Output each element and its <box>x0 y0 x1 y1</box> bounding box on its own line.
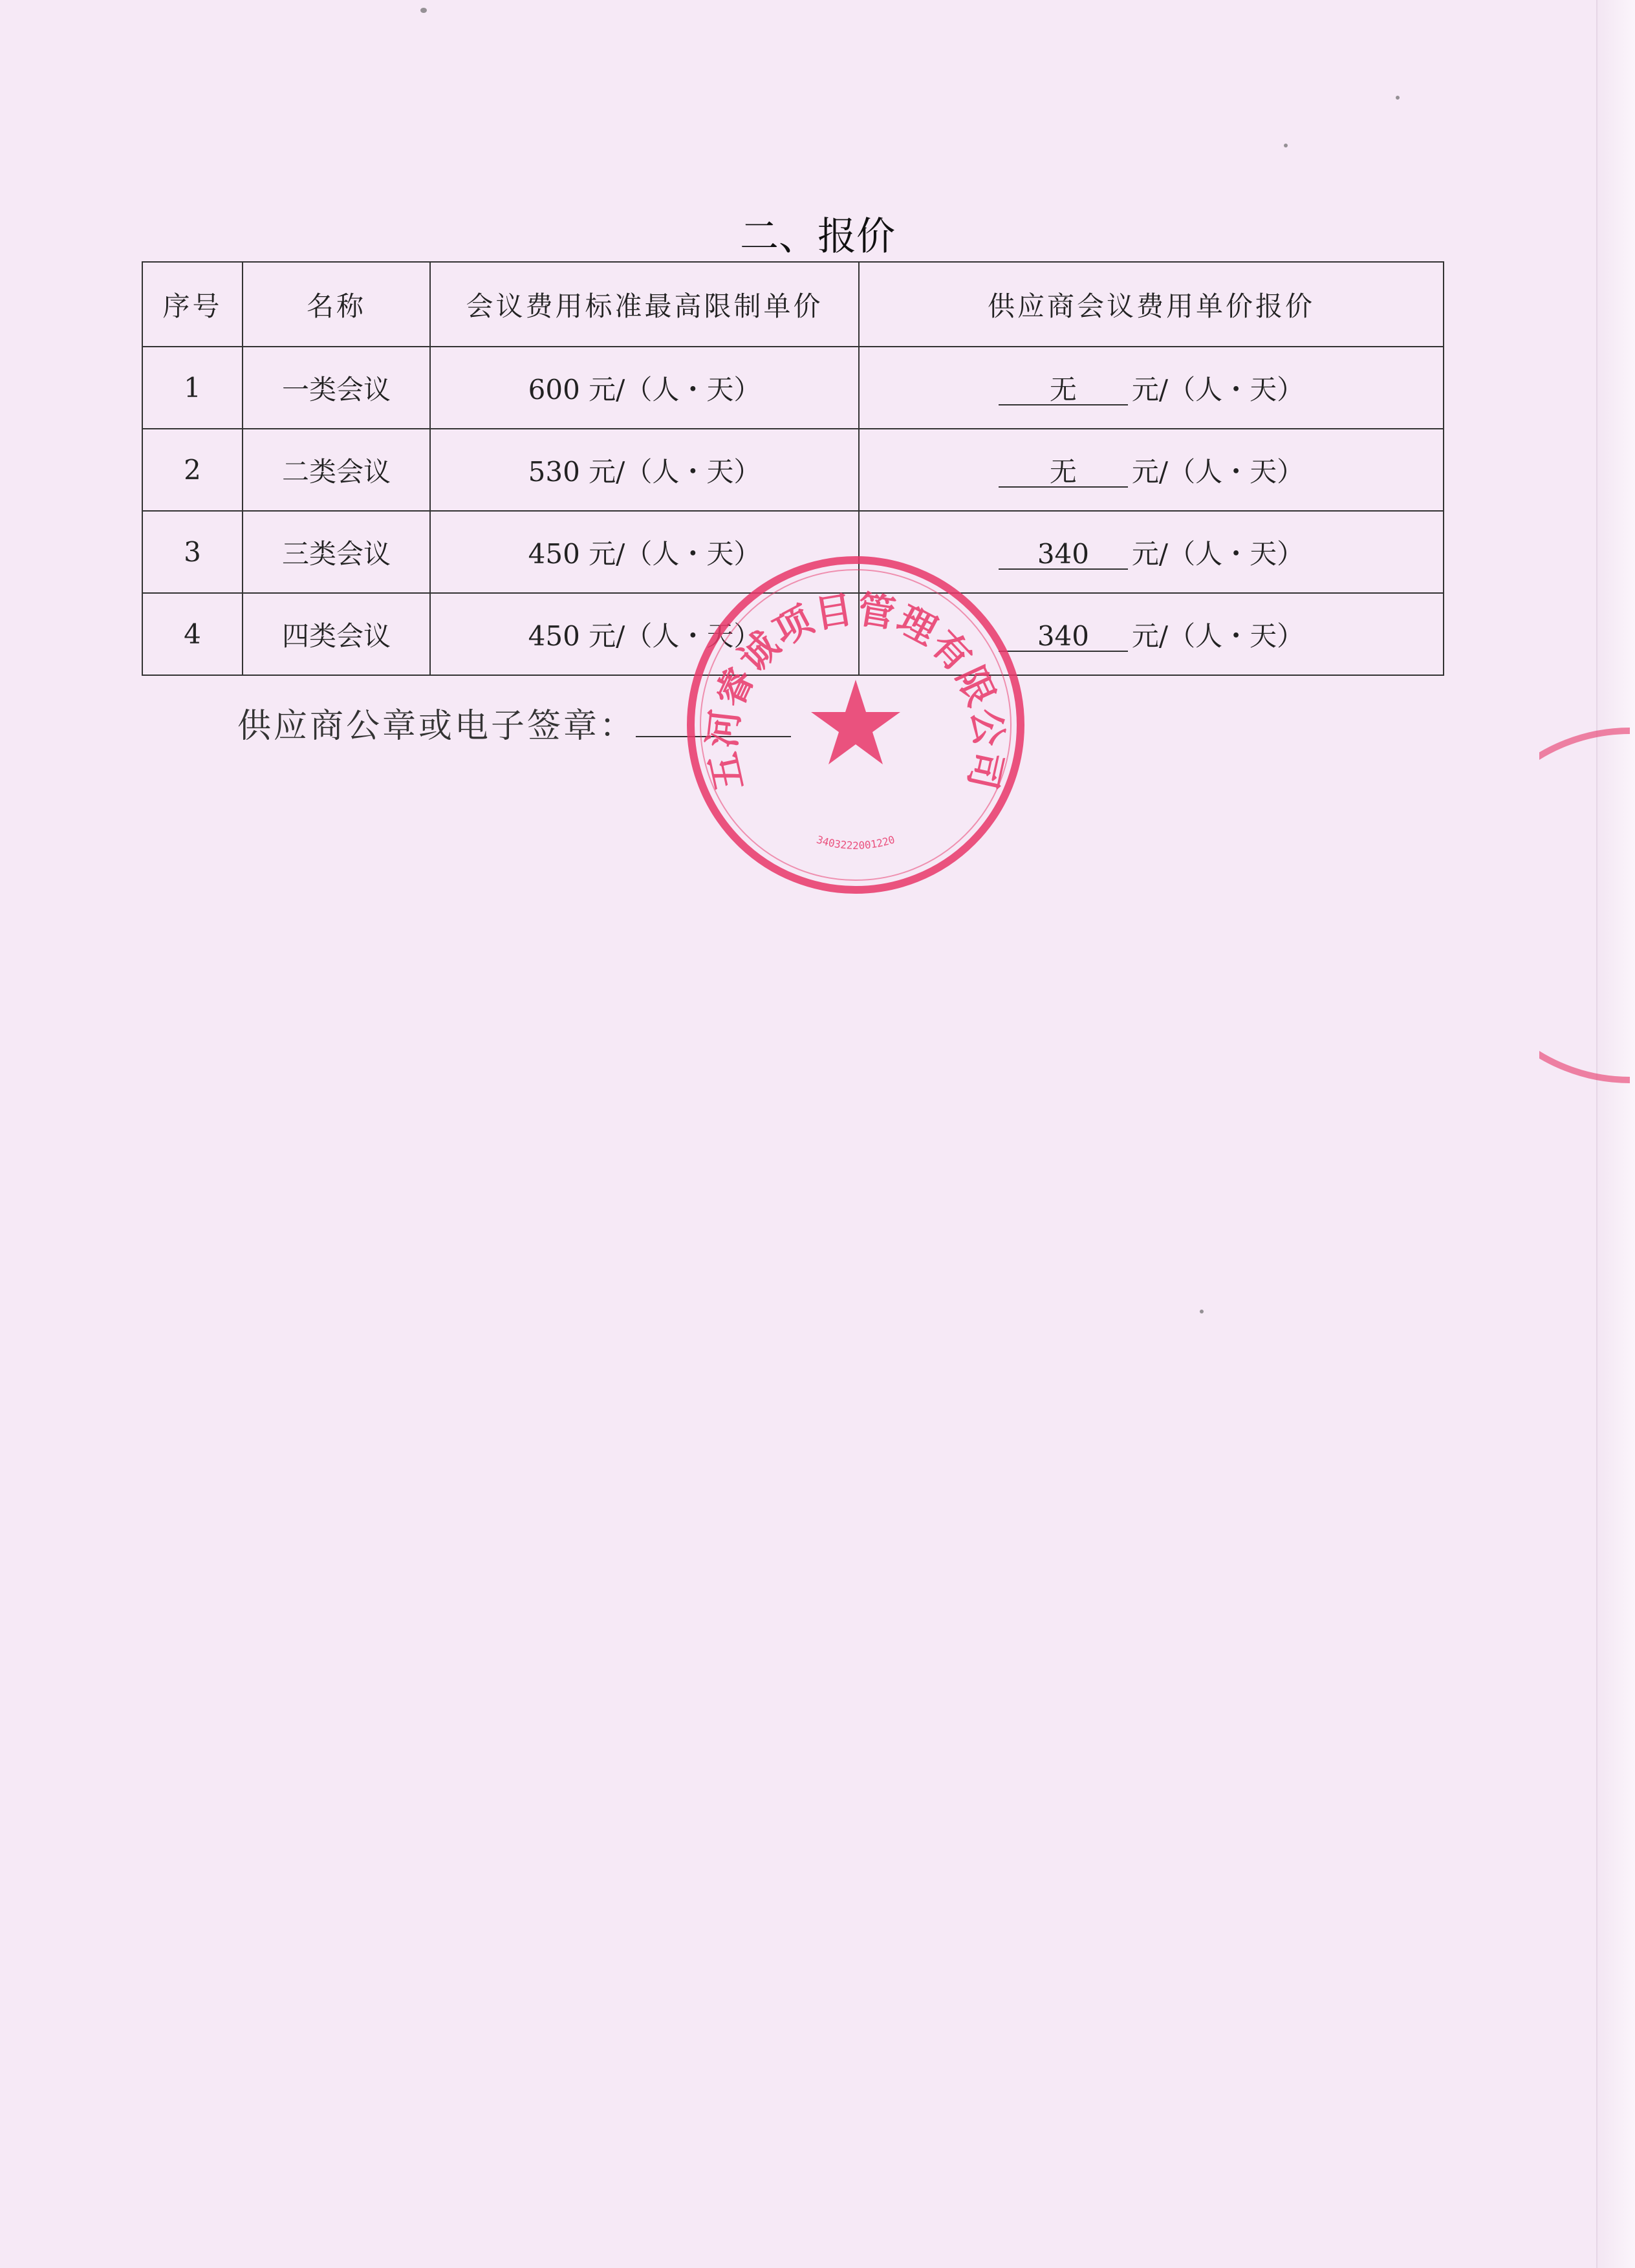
row-name: 四类会议 <box>243 593 430 675</box>
table-row <box>142 429 1444 511</box>
row-limit: 450 元/（人・天） <box>430 593 859 675</box>
row-limit: 530 元/（人・天） <box>430 429 859 511</box>
row-limit: 450 元/（人・天） <box>430 511 859 593</box>
seal-company-name: 五河睿诚项目管理有限公司 <box>700 587 1012 795</box>
speck <box>1200 1310 1204 1313</box>
quote-value: 无 <box>999 458 1128 488</box>
header-quote: 供应商会议费用单价报价 <box>859 262 1444 347</box>
seal-star-icon <box>811 680 900 764</box>
page-edge-strip <box>1596 0 1635 2268</box>
page-title: 二、报价 <box>740 214 895 259</box>
header-no: 序号 <box>142 262 243 347</box>
row-no: 4 <box>142 593 243 675</box>
row-no: 1 <box>142 347 243 429</box>
quote-value: 340 <box>999 540 1128 570</box>
row-no: 2 <box>142 429 243 511</box>
row-name: 三类会议 <box>243 511 430 593</box>
seal-code: 3403222001220 <box>815 833 896 852</box>
row-limit: 600 元/（人・天） <box>430 347 859 429</box>
quote-unit: 元/（人・天） <box>1131 373 1305 405</box>
speck <box>1396 96 1400 100</box>
speck <box>1284 144 1288 147</box>
table-header-row <box>142 262 1444 347</box>
quote-unit: 元/（人・天） <box>1131 620 1305 652</box>
quote-value: 340 <box>999 622 1128 652</box>
quote-unit: 元/（人・天） <box>1131 455 1305 488</box>
edge-seal-fragment <box>1539 724 1630 1086</box>
row-quote <box>859 347 1444 429</box>
header-name: 名称 <box>243 262 430 347</box>
signature-label: 供应商公章或电子签章： <box>237 707 636 746</box>
row-name: 一类会议 <box>243 347 430 429</box>
row-quote <box>859 429 1444 511</box>
quote-unit: 元/（人・天） <box>1131 537 1305 570</box>
table-row <box>142 347 1444 429</box>
header-limit: 会议费用标准最高限制单价 <box>430 262 859 347</box>
company-seal-stamp <box>678 547 1034 903</box>
quote-value: 无 <box>999 376 1128 405</box>
row-name: 二类会议 <box>243 429 430 511</box>
speck <box>420 8 427 13</box>
row-no: 3 <box>142 511 243 593</box>
